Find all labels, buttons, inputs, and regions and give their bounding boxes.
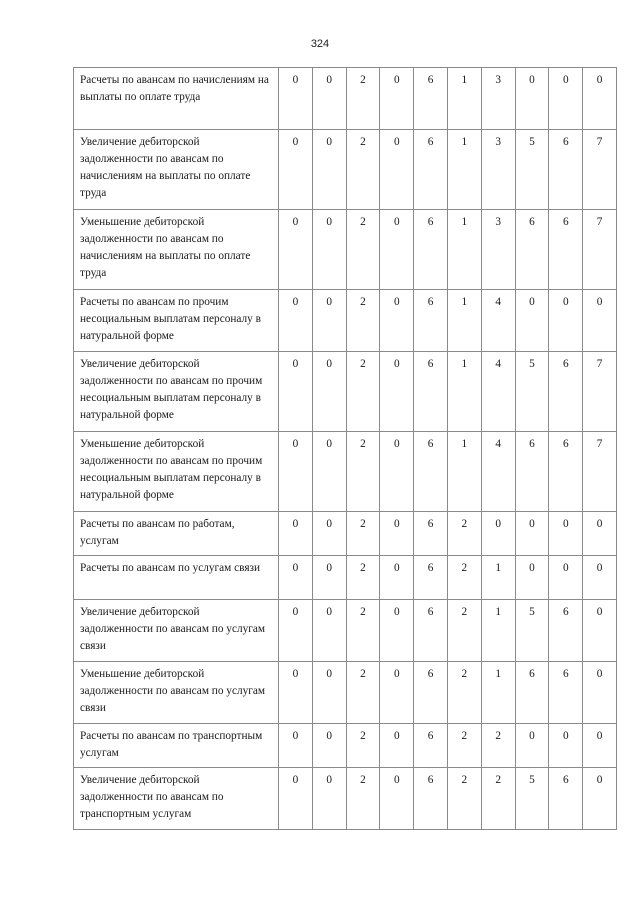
- code-digit: 0: [583, 556, 617, 600]
- code-digit: 0: [549, 290, 583, 352]
- code-digit: 0: [380, 68, 414, 130]
- code-digit: 6: [414, 556, 448, 600]
- code-digit: 0: [279, 290, 313, 352]
- row-label: Расчеты по авансам по прочим несоциальным выплатам персоналу в натуральной форме: [74, 290, 279, 352]
- table-row: [74, 724, 617, 768]
- code-digit: 6: [414, 432, 448, 512]
- code-digit: 6: [549, 130, 583, 210]
- code-digit: 0: [583, 600, 617, 662]
- code-digit: 1: [447, 432, 481, 512]
- code-digit: 0: [515, 724, 549, 768]
- code-digit: 2: [346, 768, 380, 830]
- code-digit: 6: [414, 352, 448, 432]
- code-digit: 6: [549, 768, 583, 830]
- code-digit: 0: [312, 352, 346, 432]
- table-row: [74, 556, 617, 600]
- code-digit: 2: [481, 724, 515, 768]
- row-label: Уменьшение дебиторской задолженности по авансам по прочим несоциальным выплатам персоналу в натуральной форме: [74, 432, 279, 512]
- code-digit: 0: [549, 724, 583, 768]
- code-digit: 4: [481, 290, 515, 352]
- code-digit: 0: [380, 556, 414, 600]
- code-digit: 0: [380, 432, 414, 512]
- code-digit: 5: [515, 600, 549, 662]
- code-digit: 0: [279, 600, 313, 662]
- code-digit: 6: [549, 352, 583, 432]
- row-label: Увеличение дебиторской задолженности по авансам по прочим несоциальным выплатам персоналу в натуральной форме: [74, 352, 279, 432]
- code-digit: 6: [414, 662, 448, 724]
- code-digit: 0: [583, 512, 617, 556]
- code-digit: 3: [481, 68, 515, 130]
- code-digit: 0: [279, 724, 313, 768]
- code-digit: 0: [312, 210, 346, 290]
- code-digit: 0: [380, 724, 414, 768]
- code-digit: 0: [380, 600, 414, 662]
- code-digit: 2: [346, 130, 380, 210]
- row-label: Расчеты по авансам по работам, услугам: [74, 512, 279, 556]
- code-digit: 2: [346, 210, 380, 290]
- code-digit: 7: [583, 352, 617, 432]
- row-label: Уменьшение дебиторской задолженности по авансам по начислениям на выплаты по оплате труда: [74, 210, 279, 290]
- table-row: [74, 210, 617, 290]
- table-row: [74, 352, 617, 432]
- table-row: [74, 768, 617, 830]
- code-digit: 6: [414, 130, 448, 210]
- code-digit: 6: [414, 68, 448, 130]
- table-row: [74, 662, 617, 724]
- code-digit: 0: [583, 290, 617, 352]
- code-digit: 2: [346, 556, 380, 600]
- row-label: Расчеты по авансам по начислениям на выплаты по оплате труда: [74, 68, 279, 130]
- code-digit: 0: [515, 556, 549, 600]
- code-digit: 0: [380, 768, 414, 830]
- code-digit: 6: [414, 290, 448, 352]
- row-label: Уменьшение дебиторской задолженности по авансам по услугам связи: [74, 662, 279, 724]
- row-label: Расчеты по авансам по услугам связи: [74, 556, 279, 600]
- code-digit: 2: [447, 724, 481, 768]
- code-digit: 2: [346, 290, 380, 352]
- code-digit: 6: [414, 768, 448, 830]
- row-label: Увеличение дебиторской задолженности по авансам по транспортным услугам: [74, 768, 279, 830]
- code-digit: 0: [583, 768, 617, 830]
- code-digit: 3: [481, 130, 515, 210]
- code-digit: 0: [380, 210, 414, 290]
- code-digit: 5: [515, 768, 549, 830]
- code-digit: 0: [549, 556, 583, 600]
- code-digit: 0: [279, 210, 313, 290]
- code-digit: 0: [312, 432, 346, 512]
- code-digit: 0: [380, 512, 414, 556]
- code-digit: 2: [447, 662, 481, 724]
- code-digit: 4: [481, 432, 515, 512]
- code-digit: 1: [447, 130, 481, 210]
- table-row: [74, 512, 617, 556]
- code-digit: 6: [515, 210, 549, 290]
- code-digit: 0: [312, 724, 346, 768]
- code-digit: 6: [414, 210, 448, 290]
- code-digit: 1: [481, 556, 515, 600]
- code-digit: 0: [279, 68, 313, 130]
- code-digit: 0: [312, 68, 346, 130]
- code-digit: 6: [414, 724, 448, 768]
- page-number: 324: [310, 38, 330, 50]
- code-digit: 2: [346, 432, 380, 512]
- code-digit: 0: [312, 600, 346, 662]
- code-digit: 1: [447, 352, 481, 432]
- code-digit: 2: [447, 600, 481, 662]
- code-digit: 0: [312, 662, 346, 724]
- code-digit: 1: [447, 290, 481, 352]
- code-digit: 0: [549, 512, 583, 556]
- table-row: [74, 130, 617, 210]
- code-digit: 6: [549, 600, 583, 662]
- code-digit: 2: [346, 724, 380, 768]
- code-digit: 2: [346, 68, 380, 130]
- code-digit: 0: [312, 130, 346, 210]
- code-digit: 0: [312, 768, 346, 830]
- code-digit: 0: [549, 68, 583, 130]
- code-digit: 6: [414, 512, 448, 556]
- code-digit: 0: [279, 130, 313, 210]
- code-digit: 1: [481, 662, 515, 724]
- table-row: [74, 290, 617, 352]
- code-digit: 6: [414, 600, 448, 662]
- row-label: Увеличение дебиторской задолженности по авансам по начислениям на выплаты по оплате труда: [74, 130, 279, 210]
- code-digit: 6: [515, 662, 549, 724]
- code-digit: 0: [515, 512, 549, 556]
- code-digit: 2: [346, 512, 380, 556]
- table-row: [74, 432, 617, 512]
- code-digit: 1: [481, 600, 515, 662]
- code-digit: 0: [279, 432, 313, 512]
- code-digit: 0: [380, 352, 414, 432]
- code-digit: 0: [481, 512, 515, 556]
- code-digit: 2: [346, 352, 380, 432]
- code-digit: 0: [279, 768, 313, 830]
- code-digit: 0: [380, 130, 414, 210]
- code-digit: 5: [515, 130, 549, 210]
- code-digit: 0: [515, 290, 549, 352]
- code-digit: 1: [447, 68, 481, 130]
- code-digit: 2: [481, 768, 515, 830]
- row-label: Расчеты по авансам по транспортным услугам: [74, 724, 279, 768]
- code-digit: 7: [583, 432, 617, 512]
- account-code-table: [73, 67, 617, 830]
- code-digit: 0: [279, 662, 313, 724]
- code-digit: 0: [380, 662, 414, 724]
- code-digit: 7: [583, 210, 617, 290]
- code-digit: 2: [346, 600, 380, 662]
- code-digit: 7: [583, 130, 617, 210]
- code-digit: 2: [447, 556, 481, 600]
- code-digit: 0: [312, 512, 346, 556]
- code-digit: 6: [549, 210, 583, 290]
- code-digit: 0: [515, 68, 549, 130]
- code-digit: 0: [312, 290, 346, 352]
- code-digit: 0: [279, 556, 313, 600]
- code-digit: 5: [515, 352, 549, 432]
- code-digit: 0: [380, 290, 414, 352]
- table-row: [74, 600, 617, 662]
- code-digit: 3: [481, 210, 515, 290]
- code-digit: 0: [583, 724, 617, 768]
- code-digit: 0: [312, 556, 346, 600]
- code-digit: 6: [515, 432, 549, 512]
- code-digit: 0: [583, 662, 617, 724]
- code-digit: 2: [447, 768, 481, 830]
- code-digit: 6: [549, 432, 583, 512]
- code-digit: 0: [279, 512, 313, 556]
- code-digit: 4: [481, 352, 515, 432]
- code-digit: 0: [583, 68, 617, 130]
- code-digit: 2: [346, 662, 380, 724]
- row-label: Увеличение дебиторской задолженности по авансам по услугам связи: [74, 600, 279, 662]
- code-digit: 6: [549, 662, 583, 724]
- code-digit: 2: [447, 512, 481, 556]
- code-digit: 1: [447, 210, 481, 290]
- table-row: [74, 68, 617, 130]
- code-digit: 0: [279, 352, 313, 432]
